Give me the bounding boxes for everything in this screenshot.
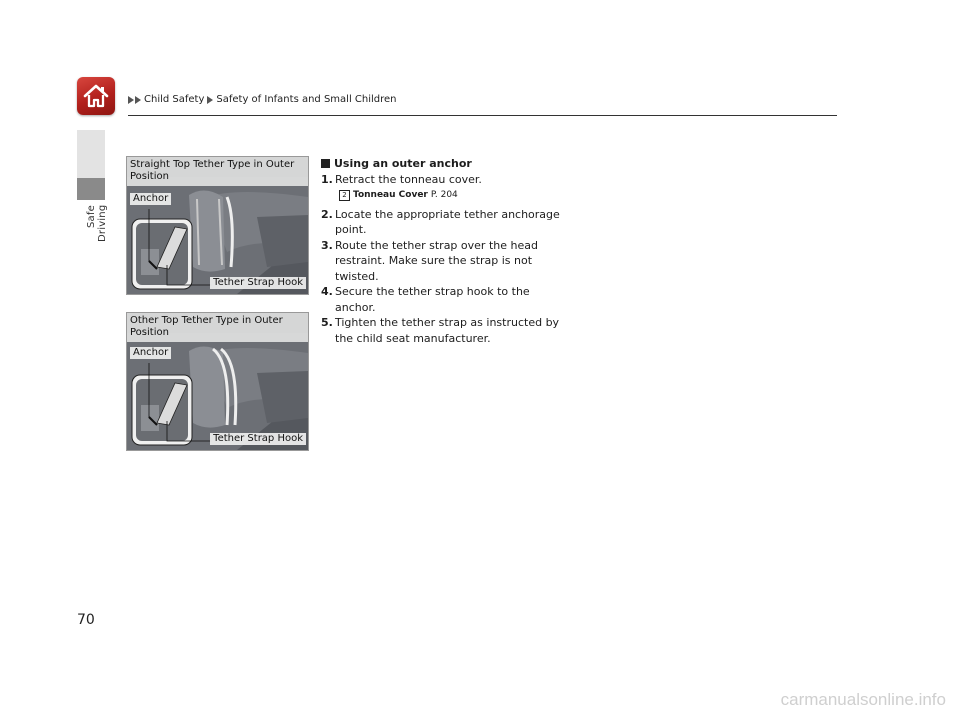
square-bullet-icon [321, 159, 330, 168]
figure-caption: Other Top Tether Type in Outer Position [127, 313, 308, 342]
cross-reference-link[interactable] [339, 188, 571, 204]
step-text: Route the tether strap over the head restraint. Make sure the strap is not twisted. [335, 238, 538, 283]
page-number: 70 [77, 612, 95, 628]
reference-page: P. 204 [430, 190, 458, 200]
triangle-right-icon [128, 96, 134, 104]
reference-arrow-icon: 2 [339, 190, 350, 201]
step-item [321, 172, 571, 188]
tether-hook-label: Tether Strap Hook [210, 433, 306, 445]
triangle-right-icon [207, 96, 213, 104]
sidebar-strip [77, 130, 105, 178]
breadcrumb-item-infants[interactable]: Safety of Infants and Small Children [216, 94, 397, 105]
home-button[interactable] [77, 77, 115, 115]
breadcrumb [128, 94, 397, 105]
step-text: Tighten the tether strap as instructed by the child seat manufacturer. [335, 316, 560, 345]
step-number: 2. [321, 207, 333, 221]
step-item [321, 238, 571, 285]
sidebar-section-tab[interactable] [77, 178, 105, 200]
anchor-label: Anchor [130, 193, 171, 205]
section-title [321, 156, 571, 172]
figure-other-tether [126, 312, 309, 451]
step-number: 4. [321, 285, 333, 298]
instructions [321, 156, 571, 346]
sidebar-section-label: Safe Driving [86, 205, 108, 243]
step-number: 1. [321, 172, 333, 186]
step-number: 5. [321, 316, 333, 329]
step-text: Secure the tether strap hook to the anchor. [335, 285, 530, 314]
step-text: Locate the appropriate tether anchorage point. [335, 207, 560, 236]
step-text: Retract the tonneau cover. [335, 172, 482, 186]
tether-hook-label: Tether Strap Hook [210, 277, 306, 289]
triangle-right-icon [135, 96, 141, 104]
watermark: carmanualsonline.info [780, 690, 946, 709]
breadcrumb-item-child-safety[interactable]: Child Safety [144, 94, 205, 105]
reference-title: Tonneau Cover [353, 190, 428, 200]
figure-straight-tether [126, 156, 309, 295]
step-item [321, 315, 571, 346]
figure-caption: Straight Top Tether Type in Outer Position [127, 157, 308, 186]
house-icon [82, 83, 110, 109]
step-number: 3. [321, 238, 333, 252]
step-item [321, 207, 571, 238]
step-item [321, 284, 571, 315]
section-title-text: Using an outer anchor [334, 157, 472, 170]
anchor-label: Anchor [130, 347, 171, 359]
header-divider [128, 115, 837, 116]
